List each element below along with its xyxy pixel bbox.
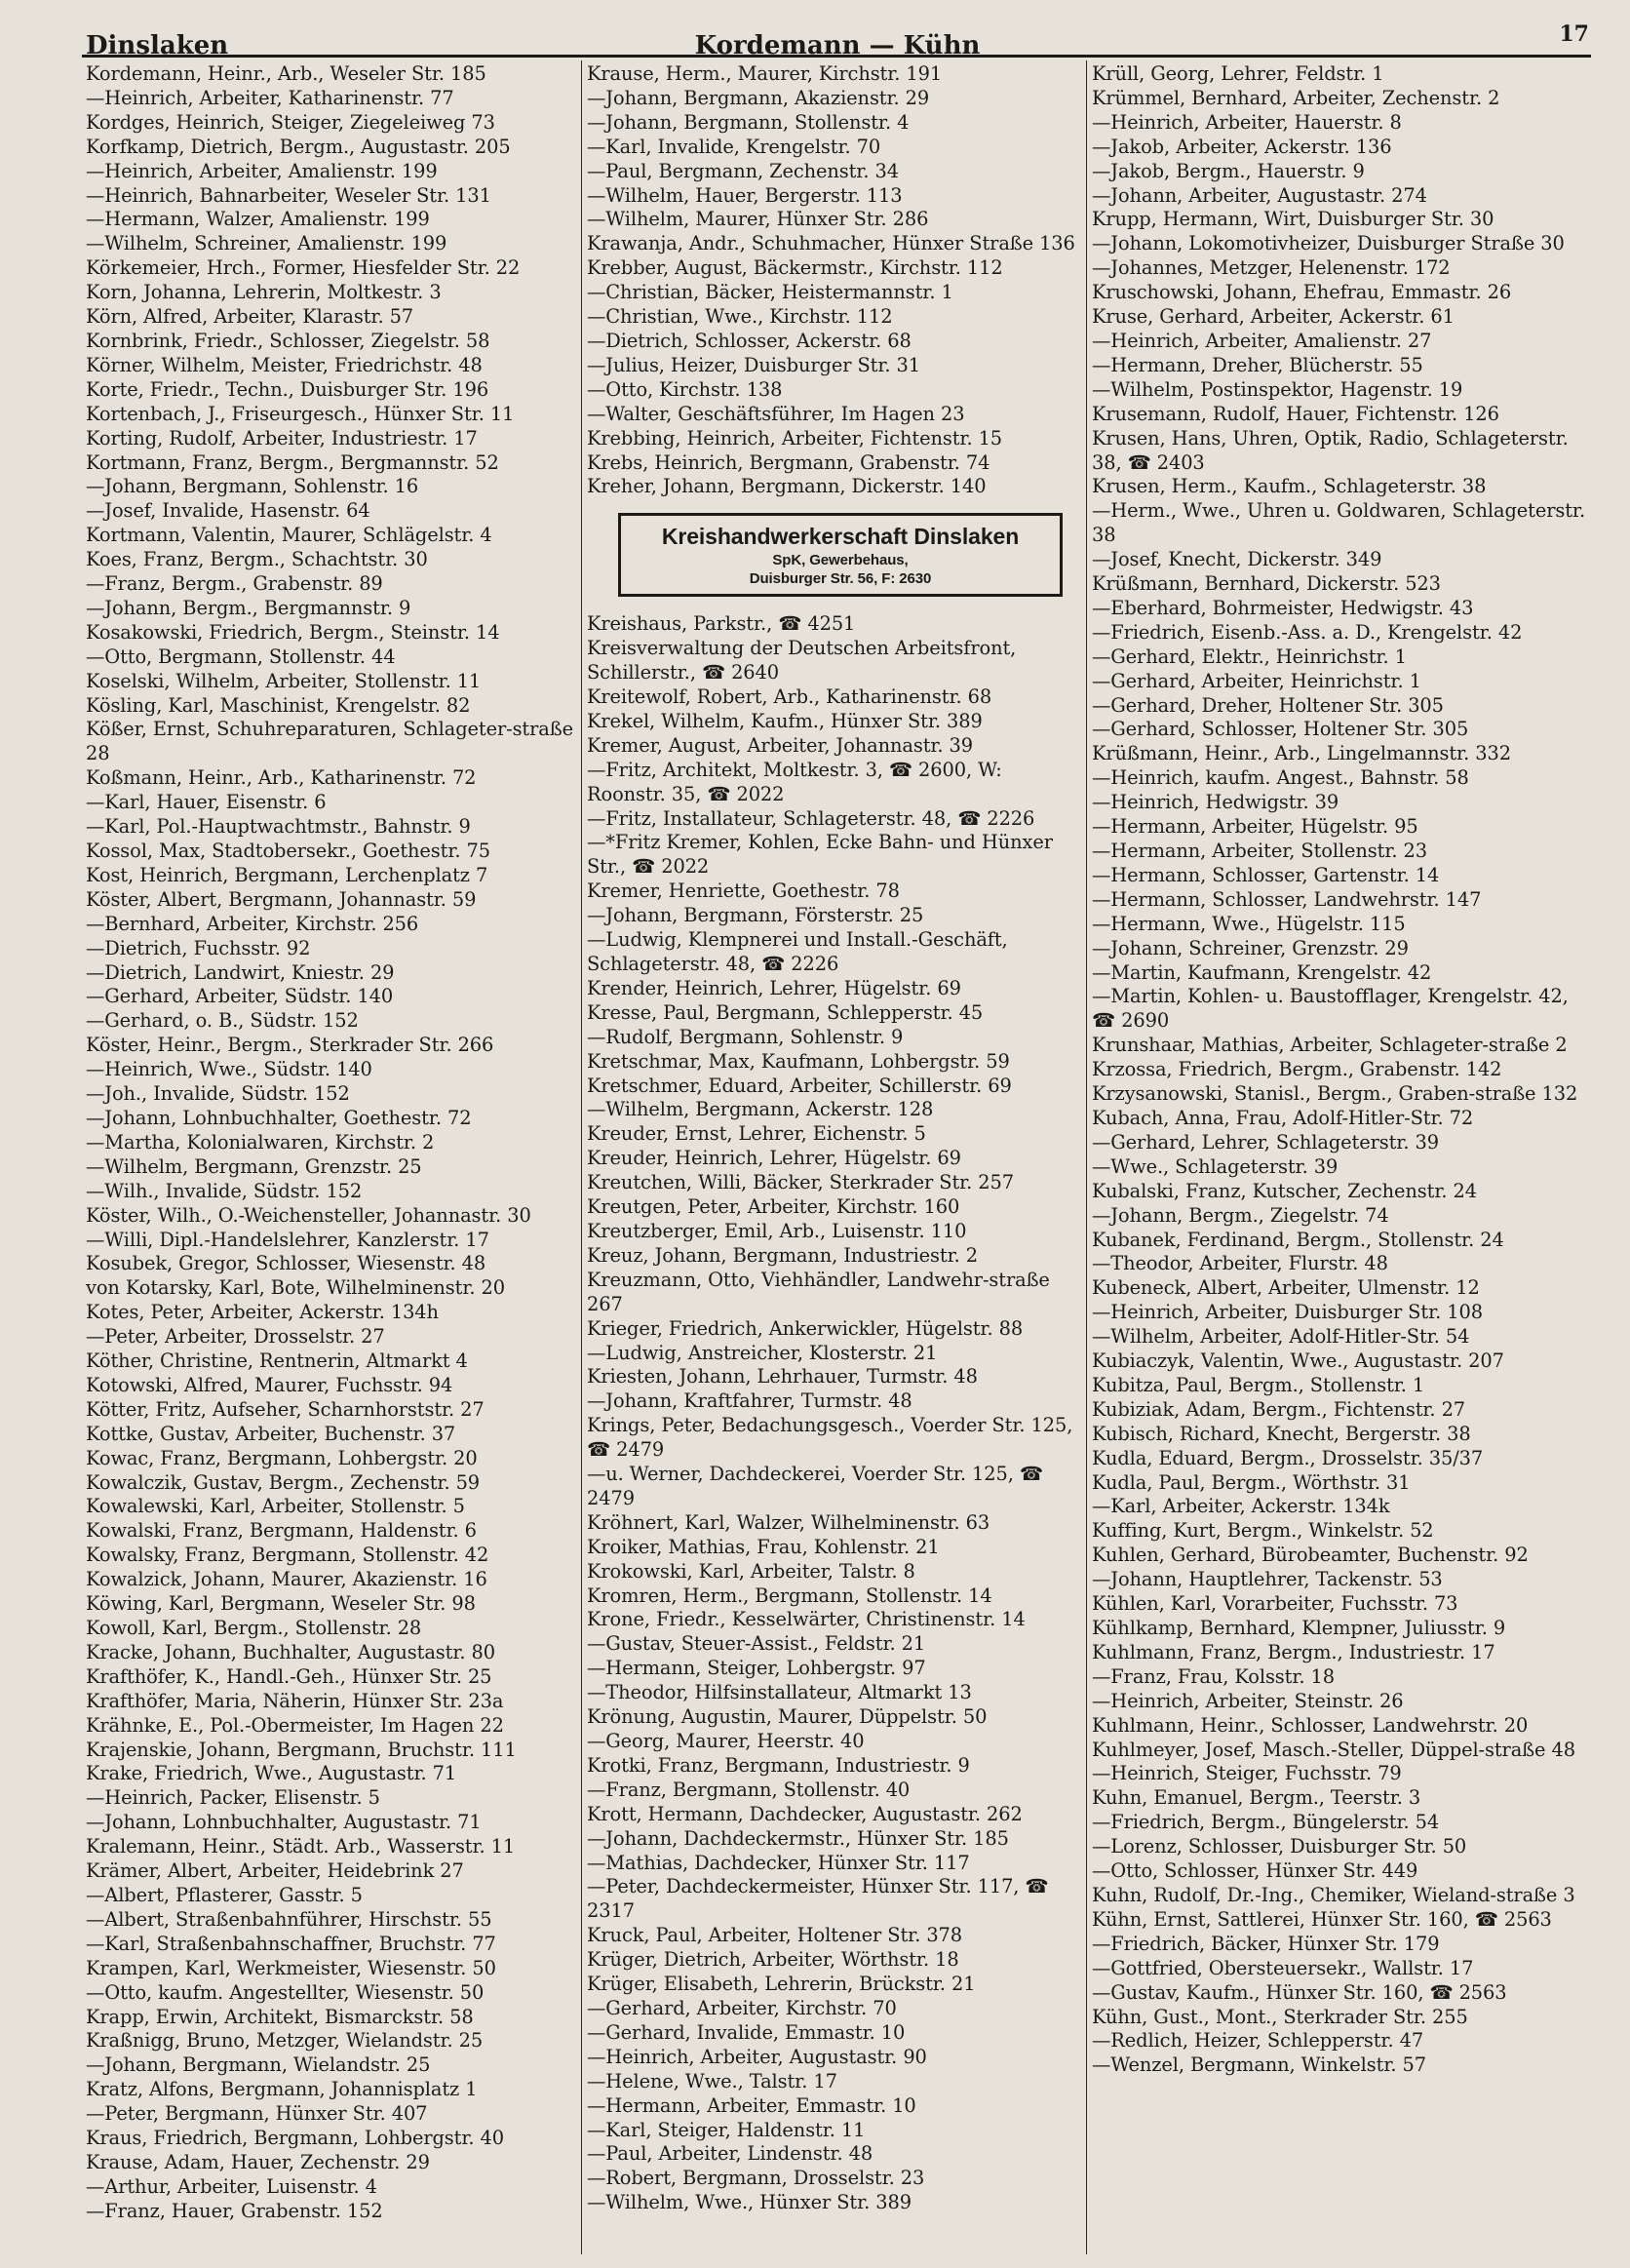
directory-entry: Kubalski, Franz, Kutscher, Zechenstr. 24 [1092, 1179, 1477, 1202]
directory-entry: Krusemann, Rudolf, Hauer, Fichtenstr. 126 [1092, 402, 1499, 425]
directory-entry: Kroiker, Mathias, Frau, Kohlenstr. 21 [587, 1535, 940, 1558]
directory-entry: Köther, Christine, Rentnerin, Altmarkt 4 [86, 1349, 468, 1373]
directory-entry: Kreutzberger, Emil, Arb., Luisenstr. 110 [587, 1219, 967, 1242]
directory-entry: Kremer, August, Arbeiter, Johannastr. 39 [587, 733, 974, 757]
directory-entry: —Gerhard, o. B., Südstr. 152 [86, 1009, 359, 1033]
directory-entry: Koselski, Wilhelm, Arbeiter, Stollenstr. 11 [86, 669, 482, 692]
directory-entry: —Willi, Dipl.-Handelslehrer, Kanzlerstr. 17 [86, 1228, 489, 1251]
directory-entry: Kowac, Franz, Bergmann, Lohbergstr. 20 [86, 1446, 478, 1469]
directory-entry: —Walter, Geschäftsführer, Im Hagen 23 [587, 402, 965, 425]
directory-entry: —Fritz, Installateur, Schlageterstr. 48, ☎ 2226 [587, 806, 1035, 830]
directory-entry: —Martin, Kaufmann, Krengelstr. 42 [1092, 960, 1432, 984]
directory-entry: —Dietrich, Fuchsstr. 92 [86, 936, 311, 959]
directory-entry: —Fritz, Architekt, Moltkestr. 3, ☎ 2600, W: Roonstr. 35, ☎ 2022 [587, 758, 1002, 805]
directory-entry: —Joh., Invalide, Südstr. 152 [86, 1082, 350, 1106]
directory-entry: Kowoll, Karl, Bergm., Stollenstr. 28 [86, 1617, 422, 1639]
directory-entry: —Johann, Bergmann, Akazienstr. 29 [587, 86, 930, 109]
directory-entry: Kühn, Ernst, Sattlerei, Hünxer Str. 160, ☎ 2563 [1092, 1907, 1552, 1931]
directory-entry: —Peter, Bergmann, Hünxer Str. 407 [86, 2102, 428, 2126]
directory-entry: Kracke, Johann, Buchhalter, Augustastr. 80 [86, 1640, 495, 1663]
directory-entry: —Heinrich, Arbeiter, Steinstr. 26 [1092, 1689, 1404, 1712]
directory-entry: Krafthöfer, Maria, Näherin, Hünxer Str. 23a [86, 1689, 504, 1712]
directory-entry: Kosakowski, Friedrich, Bergm., Steinstr. 14 [86, 620, 500, 644]
directory-entry: Krekel, Wilhelm, Kaufm., Hünxer Str. 389 [587, 709, 983, 732]
directory-entry: Krzossa, Friedrich, Bergm., Grabenstr. 142 [1092, 1058, 1502, 1081]
directory-entry: —Heinrich, Arbeiter, Hauerstr. 8 [1092, 110, 1402, 134]
directory-entry: —Heinrich, Arbeiter, Amalienstr. 27 [1092, 329, 1432, 352]
directory-entry: —Josef, Invalide, Hasenstr. 64 [86, 499, 370, 523]
directory-entry: —Redlich, Heizer, Schlepperstr. 47 [1092, 2029, 1424, 2053]
directory-entry: Kromren, Herm., Bergmann, Stollenstr. 14 [587, 1584, 992, 1607]
directory-entry: Kuhlmeyer, Josef, Masch.-Steller, Düppel-straße 48 [1092, 1738, 1575, 1761]
directory-entry: —Karl, Straßenbahnschaffner, Bruchstr. 77 [86, 1932, 496, 1955]
directory-entry: —Mathias, Dachdecker, Hünxer Str. 117 [587, 1851, 970, 1874]
directory-entry: —Lorenz, Schlosser, Duisburger Str. 50 [1092, 1835, 1467, 1858]
directory-entry: —Johannes, Metzger, Helenenstr. 172 [1092, 256, 1451, 280]
directory-entry: —Wilhelm, Bergmann, Ackerstr. 128 [587, 1098, 934, 1121]
directory-entry: Kordemann, Heinr., Arb., Weseler Str. 185 [86, 62, 486, 85]
directory-entry: Krebbing, Heinrich, Arbeiter, Fichtenstr. 15 [587, 426, 1003, 450]
directory-entry: Kortmann, Franz, Bergm., Bergmannstr. 52 [86, 450, 499, 474]
directory-entry: Krupp, Hermann, Wirt, Duisburger Str. 30 [1092, 208, 1494, 231]
directory-entry: Koßmann, Heinr., Arb., Katharinenstr. 72 [86, 766, 477, 790]
directory-entry: —Johann, Bergmann, Sohlenstr. 16 [86, 475, 419, 498]
column-2-upper [587, 62, 1082, 499]
directory-entry: Krusen, Herm., Kaufm., Schlageterstr. 38 [1092, 475, 1487, 498]
directory-entry: Kötter, Fritz, Aufseher, Scharnhorststr. 27 [86, 1397, 485, 1421]
directory-entry: —Peter, Dachdeckermeister, Hünxer Str. 117, ☎ 2317 [587, 1875, 1049, 1923]
directory-entry: Kuhn, Rudolf, Dr.-Ing., Chemiker, Wieland-straße 3 [1092, 1883, 1575, 1906]
directory-entry: Kralemann, Heinr., Städt. Arb., Wasserstr. 11 [86, 1835, 516, 1858]
directory-entry: Körner, Wilhelm, Meister, Friedrichstr. 48 [86, 353, 483, 376]
directory-entry: Kreutgen, Peter, Arbeiter, Kirchstr. 160 [587, 1195, 960, 1219]
directory-entry: Körn, Alfred, Arbeiter, Klarastr. 57 [86, 305, 414, 329]
directory-entry: Kreuder, Ernst, Lehrer, Eichenstr. 5 [587, 1122, 926, 1146]
directory-entry: —Arthur, Arbeiter, Luisenstr. 4 [86, 2174, 377, 2198]
directory-entry: —Hermann, Arbeiter, Stollenstr. 23 [1092, 840, 1427, 862]
directory-entry: Kudla, Eduard, Bergm., Drosselstr. 35/37 [1092, 1446, 1484, 1469]
directory-entry: Krüßmann, Heinr., Arb., Lingelmannstr. 332 [1092, 742, 1511, 765]
directory-entry: Krause, Adam, Hauer, Zechenstr. 29 [86, 2150, 430, 2173]
directory-entry: Kowalsky, Franz, Bergmann, Stollenstr. 42 [86, 1544, 489, 1567]
directory-entry: Kudla, Paul, Bergm., Wörthstr. 31 [1092, 1470, 1411, 1494]
directory-entry: —Johann, Bergmann, Stollenstr. 4 [587, 110, 910, 134]
directory-entry: Köster, Albert, Bergmann, Johannastr. 59 [86, 887, 477, 911]
directory-entry: Kost, Heinrich, Bergmann, Lerchenplatz 7 [86, 863, 488, 886]
directory-entry: —Ludwig, Anstreicher, Klosterstr. 21 [587, 1341, 938, 1364]
directory-entry: —Helene, Wwe., Talstr. 17 [587, 2069, 837, 2092]
directory-entry: —Franz, Hauer, Grabenstr. 152 [86, 2199, 383, 2222]
directory-entry: Kubiziak, Adam, Bergm., Fichtenstr. 27 [1092, 1397, 1466, 1421]
directory-entry: Kraßnigg, Bruno, Metzger, Wielandstr. 25 [86, 2029, 484, 2053]
directory-entry: Krake, Friedrich, Wwe., Augustastr. 71 [86, 1762, 457, 1785]
directory-entry: Krüll, Georg, Lehrer, Feldstr. 1 [1092, 62, 1384, 85]
directory-entry: Krampen, Karl, Werkmeister, Wiesenstr. 50 [86, 1956, 496, 1979]
directory-entry: —Heinrich, Packer, Elisenstr. 5 [86, 1786, 380, 1810]
directory-entry: Köster, Heinr., Bergm., Sterkrader Str. 266 [86, 1034, 494, 1057]
directory-entry: —*Fritz Kremer, Kohlen, Ecke Bahn- und Hünxer Str., ☎ 2022 [587, 831, 1053, 879]
directory-entry: Krebs, Heinrich, Bergmann, Grabenstr. 74 [587, 450, 990, 474]
directory-entry: —Robert, Bergmann, Drosselstr. 23 [587, 2167, 925, 2190]
directory-entry: Kreitewolf, Robert, Arb., Katharinenstr. 68 [587, 685, 992, 709]
directory-entry: Kuhlmann, Franz, Bergm., Industriestr. 17 [1092, 1640, 1495, 1663]
directory-entry: —Johann, Kraftfahrer, Turmstr. 48 [587, 1389, 912, 1413]
directory-entry: Krzysanowski, Stanisl., Bergm., Graben-straße 132 [1092, 1082, 1578, 1106]
directory-entry: Kretschmer, Eduard, Arbeiter, Schillerstr. 69 [587, 1074, 1012, 1097]
directory-entry: Kordges, Heinrich, Steiger, Ziegeleiweg 73 [86, 110, 495, 134]
directory-entry: —Franz, Frau, Kolsstr. 18 [1092, 1664, 1335, 1688]
directory-entry: —Heinrich, Arbeiter, Katharinenstr. 77 [86, 86, 454, 109]
directory-entry: —Wilhelm, Bergmann, Grenzstr. 25 [86, 1154, 422, 1178]
directory-entry: —u. Werner, Dachdeckerei, Voerder Str. 125, ☎ 2479 [587, 1463, 1043, 1509]
directory-entry: —Hermann, Walzer, Amalienstr. 199 [86, 208, 430, 231]
directory-entry: Kuhn, Emanuel, Bergm., Teerstr. 3 [1092, 1786, 1421, 1810]
directory-entry: Kreuz, Johann, Bergmann, Industriestr. 2 [587, 1243, 979, 1267]
directory-entry: Kubiaczyk, Valentin, Wwe., Augustastr. 207 [1092, 1349, 1504, 1373]
directory-entry: Kreher, Johann, Bergmann, Dickerstr. 140 [587, 475, 987, 498]
directory-entry: Kruck, Paul, Arbeiter, Holtener Str. 378 [587, 1924, 963, 1947]
directory-entry: —Wilh., Invalide, Südstr. 152 [86, 1179, 363, 1202]
directory-entry: Kubitza, Paul, Bergm., Stollenstr. 1 [1092, 1373, 1425, 1396]
directory-entry: Krämer, Albert, Arbeiter, Heidebrink 27 [86, 1859, 464, 1883]
directory-entry: —Franz, Bergmann, Stollenstr. 40 [587, 1778, 911, 1801]
directory-entry: Kresse, Paul, Bergmann, Schlepperstr. 45 [587, 1000, 984, 1024]
directory-entry: Köwing, Karl, Bergmann, Weseler Str. 98 [86, 1592, 476, 1616]
directory-entry: —Christian, Wwe., Kirchstr. 112 [587, 305, 893, 329]
directory-entry: Kowalzick, Johann, Maurer, Akazienstr. 16 [86, 1568, 487, 1591]
directory-entry: —Johann, Bergmann, Försterstr. 25 [587, 904, 924, 927]
directory-entry: —Karl, Arbeiter, Ackerstr. 134k [1092, 1495, 1390, 1518]
header-city: Dinslaken [86, 31, 229, 60]
directory-entry: —Wenzel, Bergmann, Winkelstr. 57 [1092, 2053, 1426, 2077]
directory-entry: —Theodor, Arbeiter, Flurstr. 48 [1092, 1252, 1388, 1275]
directory-entry: Krusen, Hans, Uhren, Optik, Radio, Schlageterstr. 38, ☎ 2403 [1092, 426, 1569, 474]
directory-entry: —Otto, Bergmann, Stollenstr. 44 [86, 645, 396, 668]
directory-entry: —Dietrich, Schlosser, Ackerstr. 68 [587, 329, 912, 352]
directory-entry: —Heinrich, Arbeiter, Duisburger Str. 108 [1092, 1301, 1483, 1324]
directory-entry: —Gerhard, Elektr., Heinrichstr. 1 [1092, 645, 1407, 668]
directory-entry: Korte, Friedr., Techn., Duisburger Str. 196 [86, 377, 489, 401]
page-number: 17 [1559, 21, 1589, 47]
column-divider [1086, 60, 1087, 2254]
box-title: Kreishandwerkerschaft Dinslaken [661, 524, 1020, 550]
directory-entry: Kubanek, Ferdinand, Bergm., Stollenstr. 24 [1092, 1228, 1504, 1251]
directory-entry: —Heinrich, Arbeiter, Augustastr. 90 [587, 2045, 927, 2068]
directory-entry: Korn, Johanna, Lehrerin, Moltkestr. 3 [86, 281, 442, 304]
directory-entry: Krott, Hermann, Dachdecker, Augustastr. 262 [587, 1802, 1023, 1825]
directory-entry: —Friedrich, Bergm., Büngelerstr. 54 [1092, 1811, 1440, 1834]
directory-entry: Krawanja, Andr., Schuhmacher, Hünxer Straße 136 [587, 232, 1075, 255]
directory-entry: —Hermann, Schlosser, Landwehrstr. 147 [1092, 887, 1482, 911]
directory-entry: —Bernhard, Arbeiter, Kirchstr. 256 [86, 912, 419, 935]
directory-entry: Kortmann, Valentin, Maurer, Schlägelstr. 4 [86, 524, 492, 547]
directory-entry: —Johann, Bergm., Bergmannstr. 9 [86, 596, 411, 619]
directory-entry: —Gerhard, Arbeiter, Kirchstr. 70 [587, 1996, 897, 2019]
directory-entry: —Wilhelm, Wwe., Hünxer Str. 389 [587, 2191, 912, 2214]
directory-entry: Kowalczik, Gustav, Bergm., Zechenstr. 59 [86, 1470, 481, 1494]
directory-entry: Kotowski, Alfred, Maurer, Fuchsstr. 94 [86, 1373, 453, 1396]
directory-entry: —Jakob, Bergm., Hauerstr. 9 [1092, 159, 1365, 182]
directory-entry: —Hermann, Schlosser, Gartenstr. 14 [1092, 863, 1440, 886]
directory-entry: Kreisverwaltung der Deutschen Arbeitsfront, Schillerstr., ☎ 2640 [587, 637, 1017, 684]
directory-entry: Krotki, Franz, Bergmann, Industriestr. 9 [587, 1753, 970, 1777]
directory-entry: Kuhlen, Gerhard, Bürobeamter, Buchenstr. 92 [1092, 1544, 1529, 1567]
directory-entry: Krunshaar, Mathias, Arbeiter, Schlageter-straße 2 [1092, 1034, 1568, 1057]
directory-entry: Kößer, Ernst, Schuhreparaturen, Schlageter-straße 28 [86, 718, 573, 765]
directory-entry: Kühlkamp, Bernhard, Klempner, Juliusstr. 9 [1092, 1617, 1506, 1639]
directory-entry: —Heinrich, Hedwigstr. 39 [1092, 791, 1339, 814]
directory-entry: —Gerhard, Dreher, Holtener Str. 305 [1092, 693, 1444, 717]
directory-entry: Kruschowski, Johann, Ehefrau, Emmastr. 26 [1092, 281, 1512, 304]
directory-entry: —Georg, Maurer, Heerstr. 40 [587, 1730, 865, 1752]
directory-entry: Kretschmar, Max, Kaufmann, Lohbergstr. 59 [587, 1049, 1010, 1073]
box-line-1: SpK, Gewerbehaus, [772, 552, 909, 569]
directory-entry: von Kotarsky, Karl, Bote, Wilhelminenstr. 20 [86, 1276, 505, 1300]
directory-entry: Krokowski, Karl, Arbeiter, Talstr. 8 [587, 1559, 915, 1583]
directory-entry: —Josef, Knecht, Dickerstr. 349 [1092, 548, 1382, 571]
directory-entry: —Paul, Arbeiter, Lindenstr. 48 [587, 2142, 873, 2166]
directory-entry: —Gerhard, Schlosser, Holtener Str. 305 [1092, 718, 1469, 741]
directory-entry: —Johann, Lohnbuchhalter, Augustastr. 71 [86, 1811, 482, 1834]
directory-entry: —Albert, Pflasterer, Gasstr. 5 [86, 1883, 363, 1906]
directory-entry: Korfkamp, Dietrich, Bergm., Augustastr. 205 [86, 135, 511, 158]
directory-entry: Kossol, Max, Stadtobersekr., Goethestr. 75 [86, 840, 490, 862]
directory-entry: —Dietrich, Landwirt, Kniestr. 29 [86, 960, 395, 984]
directory-entry: —Karl, Pol.-Hauptwachtmstr., Bahnstr. 9 [86, 815, 471, 839]
directory-entry: Koes, Franz, Bergm., Schachtstr. 30 [86, 548, 428, 571]
directory-entry: Kubach, Anna, Frau, Adolf-Hitler-Str. 72 [1092, 1106, 1474, 1129]
directory-entry: Krender, Heinrich, Lehrer, Hügelstr. 69 [587, 976, 961, 999]
directory-entry: —Julius, Heizer, Duisburger Str. 31 [587, 353, 920, 376]
directory-entry: —Wilhelm, Postinspektor, Hagenstr. 19 [1092, 377, 1463, 401]
directory-entry: —Otto, Schlosser, Hünxer Str. 449 [1092, 1859, 1418, 1883]
directory-entry: —Christian, Bäcker, Heistermannstr. 1 [587, 281, 953, 304]
directory-entry: —Eberhard, Bohrmeister, Hedwigstr. 43 [1092, 596, 1474, 619]
directory-entry: —Friedrich, Eisenb.-Ass. a. D., Krengelstr. 42 [1092, 620, 1523, 644]
directory-entry: —Jakob, Arbeiter, Ackerstr. 136 [1092, 135, 1392, 158]
directory-entry: —Gerhard, Arbeiter, Heinrichstr. 1 [1092, 669, 1421, 692]
directory-entry: Kuhlmann, Heinr., Schlosser, Landwehrstr. 20 [1092, 1713, 1529, 1737]
directory-entry: —Wilhelm, Maurer, Hünxer Str. 286 [587, 208, 929, 231]
directory-entry: Kowalski, Franz, Bergmann, Haldenstr. 6 [86, 1519, 477, 1543]
directory-entry: Kühlen, Karl, Vorarbeiter, Fuchsstr. 73 [1092, 1592, 1458, 1616]
directory-entry: Krause, Herm., Maurer, Kirchstr. 191 [587, 62, 943, 85]
column-1 [86, 62, 575, 2224]
directory-entry: —Heinrich, Steiger, Fuchsstr. 79 [1092, 1762, 1402, 1785]
directory-entry: Krümmel, Bernhard, Arbeiter, Zechenstr. 2 [1092, 86, 1500, 109]
directory-entry: —Johann, Hauptlehrer, Tackenstr. 53 [1092, 1568, 1443, 1591]
directory-entry: —Johann, Dachdeckermstr., Hünxer Str. 185 [587, 1826, 1009, 1850]
directory-entry: —Ludwig, Klempnerei und Install.-Geschäft, Schlageterstr. 48, ☎ 2226 [587, 928, 1008, 975]
directory-entry: Krebber, August, Bäckermstr., Kirchstr. 112 [587, 256, 1003, 280]
directory-entry: Kotes, Peter, Arbeiter, Ackerstr. 134h [86, 1301, 439, 1324]
directory-entry: Köster, Wilh., O.-Weichensteller, Johannastr. 30 [86, 1203, 531, 1227]
directory-entry: —Johann, Arbeiter, Augustastr. 274 [1092, 183, 1427, 207]
header-rule [82, 55, 1591, 58]
directory-entry: —Theodor, Hilfsinstallateur, Altmarkt 13 [587, 1681, 972, 1704]
directory-entry: Krüger, Dietrich, Arbeiter, Wörthstr. 18 [587, 1948, 959, 1972]
directory-entry: Kreuzmann, Otto, Viehhändler, Landwehr-straße 267 [587, 1268, 1050, 1315]
directory-entry: —Martin, Kohlen- u. Baustofflager, Krengelstr. 42, ☎ 2690 [1092, 985, 1569, 1033]
directory-entry: Krüger, Elisabeth, Lehrerin, Brückstr. 21 [587, 1973, 976, 1996]
column-2 [587, 62, 1082, 2215]
directory-entry: —Hermann, Dreher, Blücherstr. 55 [1092, 353, 1423, 376]
directory-entry: Kratz, Alfons, Bergmann, Johannisplatz 1 [86, 2078, 478, 2101]
directory-entry: —Gerhard, Lehrer, Schlageterstr. 39 [1092, 1130, 1439, 1154]
directory-entry: Krüßmann, Bernhard, Dickerstr. 523 [1092, 572, 1441, 596]
directory-entry: Korting, Rudolf, Arbeiter, Industriestr. 17 [86, 426, 478, 450]
directory-entry: Krieger, Friedrich, Ankerwickler, Hügelstr. 88 [587, 1316, 1024, 1340]
directory-entry: —Wwe., Schlageterstr. 39 [1092, 1154, 1339, 1178]
directory-entry: Kruse, Gerhard, Arbeiter, Ackerstr. 61 [1092, 305, 1455, 329]
directory-entry: —Karl, Hauer, Eisenstr. 6 [86, 791, 327, 814]
directory-entry: Kortenbach, J., Friseurgesch., Hünxer Str. 11 [86, 402, 515, 425]
directory-entry: Kröhnert, Karl, Walzer, Wilhelminenstr. 63 [587, 1510, 990, 1534]
directory-entry: Kubeneck, Albert, Arbeiter, Ulmenstr. 12 [1092, 1276, 1480, 1300]
directory-entry: —Gustav, Kaufm., Hünxer Str. 160, ☎ 2563 [1092, 1980, 1507, 2004]
directory-entry: Kreishaus, Parkstr., ☎ 4251 [587, 612, 856, 636]
directory-entry: —Hermann, Wwe., Hügelstr. 115 [1092, 912, 1406, 935]
directory-entry: —Johann, Bergm., Ziegelstr. 74 [1092, 1203, 1389, 1227]
box-line-2: Duisburger Str. 56, F: 2630 [749, 570, 932, 588]
directory-entry: —Heinrich, Wwe., Südstr. 140 [86, 1058, 372, 1081]
directory-entry: —Otto, kaufm. Angestellter, Wiesenstr. 50 [86, 1980, 485, 2004]
directory-entry: —Friedrich, Bäcker, Hünxer Str. 179 [1092, 1932, 1440, 1955]
directory-entry: —Wilhelm, Hauer, Bergerstr. 113 [587, 183, 903, 207]
directory-entry: —Hermann, Steiger, Lohbergstr. 97 [587, 1657, 926, 1680]
directory-entry: —Karl, Steiger, Haldenstr. 11 [587, 2118, 866, 2141]
directory-entry: Kriesten, Johann, Lehrhauer, Turmstr. 48 [587, 1365, 978, 1388]
directory-entry: Kornbrink, Friedr., Schlosser, Ziegelstr. 58 [86, 329, 490, 352]
directory-entry: —Hermann, Arbeiter, Hügelstr. 95 [1092, 815, 1418, 839]
directory-entry: Körkemeier, Hrch., Former, Hiesfelder Str. 22 [86, 256, 521, 280]
directory-entry: Kühn, Gust., Mont., Sterkrader Str. 255 [1092, 2005, 1468, 2028]
directory-entry: —Johann, Schreiner, Grenzstr. 29 [1092, 936, 1409, 959]
directory-entry: —Gerhard, Invalide, Emmastr. 10 [587, 2020, 906, 2044]
directory-entry: —Franz, Bergm., Grabenstr. 89 [86, 572, 383, 596]
directory-entry: —Gustav, Steuer-Assist., Feldstr. 21 [587, 1632, 926, 1656]
directory-entry: Kraus, Friedrich, Bergmann, Lohbergstr. 40 [86, 2127, 504, 2150]
directory-entry: Kremer, Henriette, Goethestr. 78 [587, 880, 900, 903]
directory-entry: —Otto, Kirchstr. 138 [587, 377, 783, 401]
directory-entry: Kubisch, Richard, Knecht, Bergerstr. 38 [1092, 1422, 1471, 1445]
directory-entry: —Gottfried, Obersteuersekr., Wallstr. 17 [1092, 1956, 1474, 1979]
directory-entry: Kösling, Karl, Maschinist, Krengelstr. 82 [86, 693, 471, 717]
directory-entry: —Heinrich, kaufm. Angest., Bahnstr. 58 [1092, 766, 1469, 790]
directory-entry: Kuffing, Kurt, Bergm., Winkelstr. 52 [1092, 1519, 1434, 1543]
directory-entry: Krapp, Erwin, Architekt, Bismarckstr. 58 [86, 2005, 474, 2028]
directory-entry: —Johann, Lohnbuchhalter, Goethestr. 72 [86, 1106, 472, 1129]
directory-entry: Krone, Friedr., Kesselwärter, Christinenstr. 14 [587, 1608, 1026, 1631]
directory-entry: Krafthöfer, K., Handl.-Geh., Hünxer Str. 25 [86, 1664, 492, 1688]
directory-entry: —Johann, Lokomotivheizer, Duisburger Straße 30 [1092, 232, 1565, 255]
header-name-range: Kordemann — Kühn [694, 31, 981, 60]
column-3 [1092, 62, 1591, 2078]
directory-entry: Kowalewski, Karl, Arbeiter, Stollenstr. 5 [86, 1495, 465, 1518]
directory-entry: —Karl, Invalide, Krengelstr. 70 [587, 135, 881, 158]
directory-entry: —Gerhard, Arbeiter, Südstr. 140 [86, 985, 394, 1008]
directory-entry: Kreutchen, Willi, Bäcker, Sterkrader Str. 257 [587, 1171, 1015, 1194]
directory-entry: —Hermann, Arbeiter, Emmastr. 10 [587, 2093, 916, 2117]
directory-entry: —Wilhelm, Schreiner, Amalienstr. 199 [86, 232, 447, 255]
column-2-lower [587, 612, 1082, 2215]
directory-entry: Kreuder, Heinrich, Lehrer, Hügelstr. 69 [587, 1147, 961, 1170]
directory-entry: —Albert, Straßenbahnführer, Hirschstr. 55 [86, 1907, 492, 1931]
directory-entry: Krönung, Augustin, Maurer, Düppelstr. 50 [587, 1705, 988, 1729]
directory-entry: —Wilhelm, Arbeiter, Adolf-Hitler-Str. 54 [1092, 1325, 1470, 1349]
column-divider [581, 60, 582, 2254]
directory-entry: Krings, Peter, Bedachungsgesch., Voerder Str. 125, ☎ 2479 [587, 1414, 1073, 1462]
directory-entry: —Peter, Arbeiter, Drosselstr. 27 [86, 1325, 385, 1349]
directory-entry: Krähnke, E., Pol.-Obermeister, Im Hagen 22 [86, 1713, 504, 1737]
directory-entry: Kottke, Gustav, Arbeiter, Buchenstr. 37 [86, 1422, 456, 1445]
directory-entry: —Rudolf, Bergmann, Sohlenstr. 9 [587, 1025, 904, 1048]
directory-entry: —Martha, Kolonialwaren, Kirchstr. 2 [86, 1130, 435, 1154]
directory-entry: —Johann, Bergmann, Wielandstr. 25 [86, 2053, 431, 2077]
directory-entry: —Herm., Wwe., Uhren u. Goldwaren, Schlageterstr. 38 [1092, 499, 1586, 547]
directory-entry: —Heinrich, Bahnarbeiter, Weseler Str. 131 [86, 183, 491, 207]
directory-entry: Krajenskie, Johann, Bergmann, Bruchstr. 111 [86, 1738, 517, 1761]
advertisement-box [618, 513, 1063, 597]
directory-entry: —Paul, Bergmann, Zechenstr. 34 [587, 159, 899, 182]
directory-entry: —Heinrich, Arbeiter, Amalienstr. 199 [86, 159, 438, 182]
directory-entry: Kosubek, Gregor, Schlosser, Wiesenstr. 48 [86, 1252, 486, 1275]
